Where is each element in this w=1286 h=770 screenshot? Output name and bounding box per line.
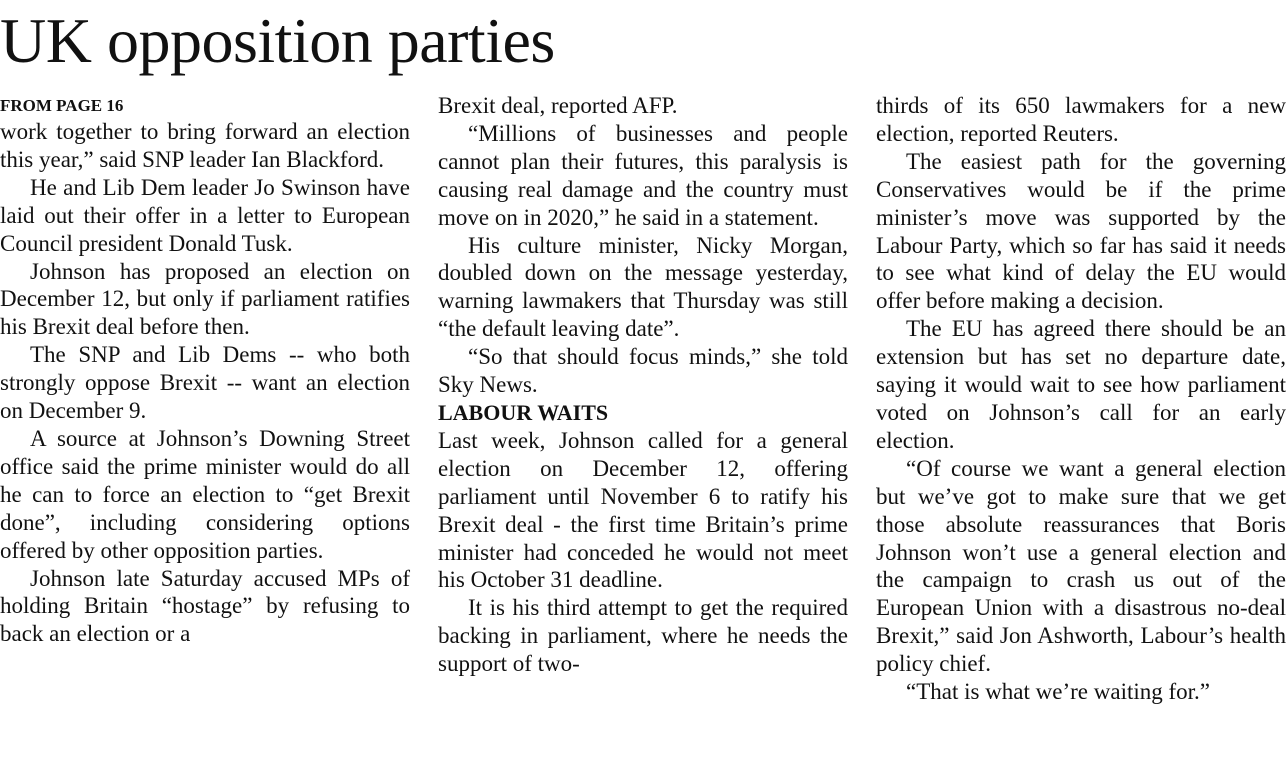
paragraph: “So that should focus minds,” she told Sky News. [438, 344, 848, 398]
paragraph: “That is what we’re waiting for.” [906, 679, 1210, 705]
paragraph: The SNP and Lib Dems -- who both strongly oppose Brexit -- want an election on December 9. [0, 342, 410, 424]
section-subhead: LABOUR WAITS [438, 399, 609, 425]
paragraph: “Millions of businesses and people cannot plan their futures, this paralysis is causing real damage and the country must move on in 2020,” he said in a statement. [438, 120, 848, 230]
paragraph: He and Lib Dem leader Jo Swinson have laid out their offer in a letter to European Council president Donald Tusk. [0, 174, 410, 256]
paragraph: The EU has agreed there should be an extension but has set no departure date, saying it would wait to see how parliament voted on Johnson’s call for an early election. [876, 316, 1286, 453]
paragraph: thirds of its 650 lawmakers for a new election, reported Reuters. [876, 93, 1286, 146]
headline: UK opposition parties [0, 5, 555, 76]
paragraph: His culture minister, Nicky Morgan, doubled down on the message yesterday, warning lawmakers that Thursday was still “the default leaving date”. [438, 232, 848, 342]
paragraph: Brexit deal, reported AFP. [438, 93, 678, 118]
paragraph: work together to bring forward an election this year,” said SNP leader Ian Blackford. [0, 119, 410, 172]
paragraph: The easiest path for the governing Conservatives would be if the prime minister’s move was supported by the Labour Party, which so far has said it needs to see what kind of delay the EU would offer before making a decision. [876, 148, 1286, 314]
article-column-1 [0, 92, 410, 648]
paragraph: Last week, Johnson called for a general election on December 12, offering parliament until November 6 to ratify his Brexit deal - the first time Britain’s prime minister had conceded he would not meet his October 31 deadline. [438, 427, 848, 593]
paragraph: Johnson late Saturday accused MPs of holding Britain “hostage” by refusing to back an election or a [0, 565, 410, 647]
paragraph: Johnson has proposed an election on December 12, but only if parliament ratifies his Brexit deal before then. [0, 258, 410, 340]
paragraph: It is his third attempt to get the required backing in parliament, where he needs the support of two- [438, 595, 848, 677]
article-column-3 [876, 92, 1286, 706]
paragraph: A source at Johnson’s Downing Street office said the prime minister would do all he can to force an election to “get Brexit done”, including considering options offered by other opposition parties. [0, 425, 410, 563]
paragraph: “Of course we want a general election but we’ve got to make sure that we get those absolute reassurances that Boris Johnson won’t use a general election and the campaign to crash us out of the European Union with a disastrous no-deal Brexit,” said Jon Ashworth, Labour’s health policy chief. [876, 455, 1286, 677]
continued-from-label: FROM PAGE 16 [0, 96, 124, 115]
article-column-2 [438, 92, 848, 678]
